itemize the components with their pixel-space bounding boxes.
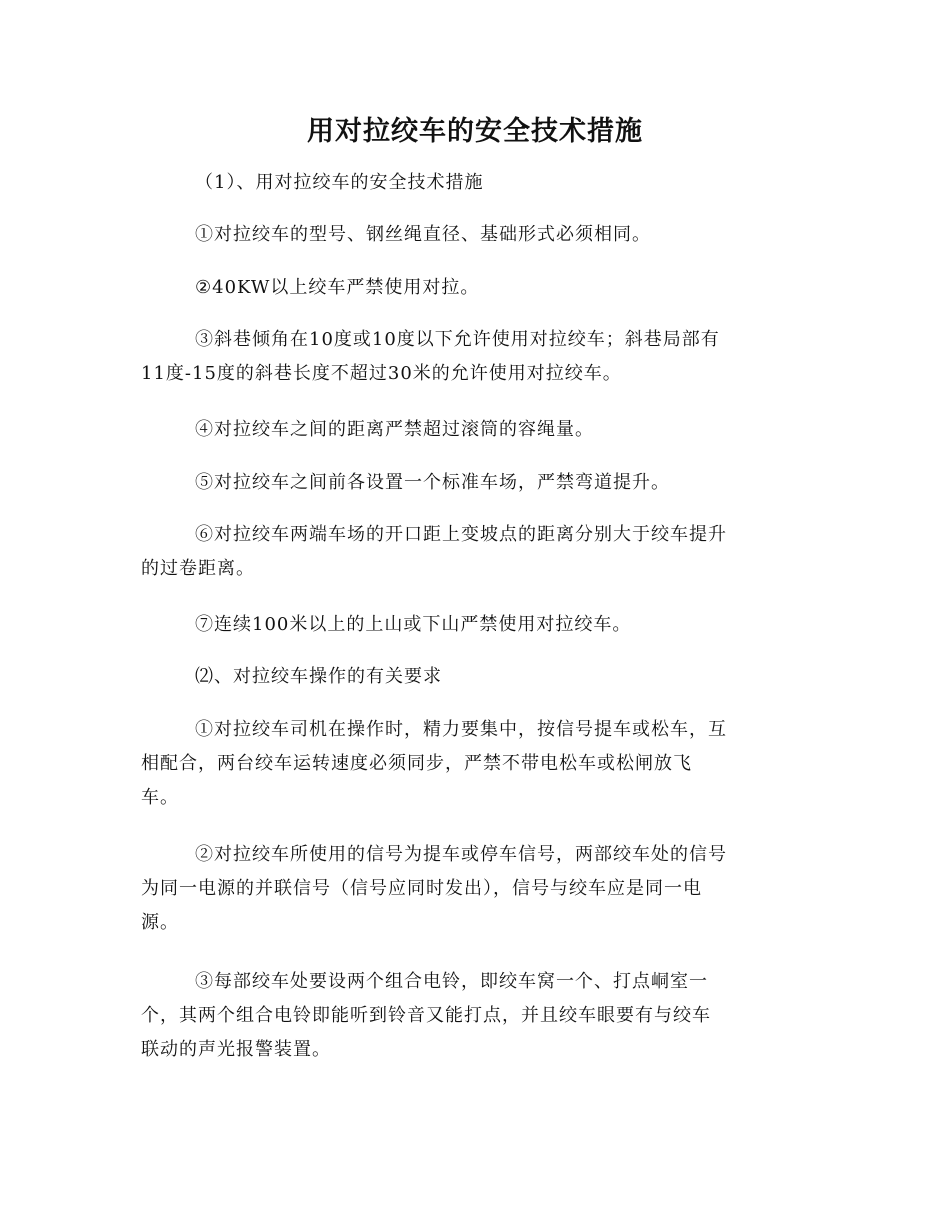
- document-title: 用对拉绞车的安全技术措施: [307, 116, 643, 147]
- paragraph-line: 联动的声光报警装置。: [141, 1039, 331, 1060]
- paragraph-line: 源。: [141, 912, 179, 933]
- paragraph-line: 的过卷距离。: [141, 558, 255, 579]
- paragraph-line: ①对拉绞车的型号、钢丝绳直径、基础形式必须相同。: [195, 224, 651, 245]
- paragraph-line: ③斜巷倾角在10度或10度以下允许使用对拉绞车；斜巷局部有: [195, 329, 720, 350]
- paragraph-6: [141, 466, 809, 500]
- paragraph-5: [141, 413, 809, 447]
- paragraph-line: ②对拉绞车所使用的信号为提车或停车信号，两部绞车处的信号: [195, 844, 727, 865]
- paragraph-2: [141, 218, 809, 252]
- paragraph-8: [141, 608, 809, 642]
- paragraph-line: ⑵、对拉绞车操作的有关要求: [195, 666, 442, 687]
- paragraph-line: ⑤对拉绞车之间前各设置一个标准车场，严禁弯道提升。: [195, 472, 670, 493]
- paragraph-line: ⑥对拉绞车两端车场的开口距上变坡点的距离分别大于绞车提升: [195, 524, 727, 545]
- paragraph-line: ③每部绞车处要设两个组合电铃，即绞车窝一个、打点峒室一: [195, 971, 708, 992]
- paragraph-line: 11度-15度的斜巷长度不超过30米的允许使用对拉绞车。: [141, 363, 622, 384]
- paragraph-1: [141, 166, 809, 200]
- paragraph-line: ②40KW以上绞车严禁使用对拉。: [195, 277, 480, 298]
- paragraph-line: 为同一电源的并联信号（信号应同时发出），信号与绞车应是同一电: [141, 878, 702, 899]
- paragraph-11: [141, 838, 809, 940]
- paragraph-line: ④对拉绞车之间的距离严禁超过滚筒的容绳量。: [195, 419, 594, 440]
- paragraph-line: （1）、用对拉绞车的安全技术措施: [195, 172, 484, 193]
- paragraph-3: [141, 271, 809, 305]
- paragraph-10: [141, 713, 809, 815]
- paragraph-line: 个，其两个组合电铃即能听到铃音又能打点，并且绞车眼要有与绞车: [141, 1005, 711, 1026]
- paragraph-line: 相配合，两台绞车运转速度必须同步，严禁不带电松车或松闸放飞: [141, 753, 692, 774]
- paragraph-4: [141, 323, 809, 391]
- paragraph-line: 车。: [141, 787, 179, 808]
- paragraph-7: [141, 518, 809, 586]
- paragraph-9: [141, 660, 809, 694]
- paragraph-12: [141, 965, 809, 1067]
- paragraph-line: ①对拉绞车司机在操作时，精力要集中，按信号提车或松车，互: [195, 719, 727, 740]
- paragraph-line: ⑦连续100米以上的上山或下山严禁使用对拉绞车。: [195, 614, 632, 635]
